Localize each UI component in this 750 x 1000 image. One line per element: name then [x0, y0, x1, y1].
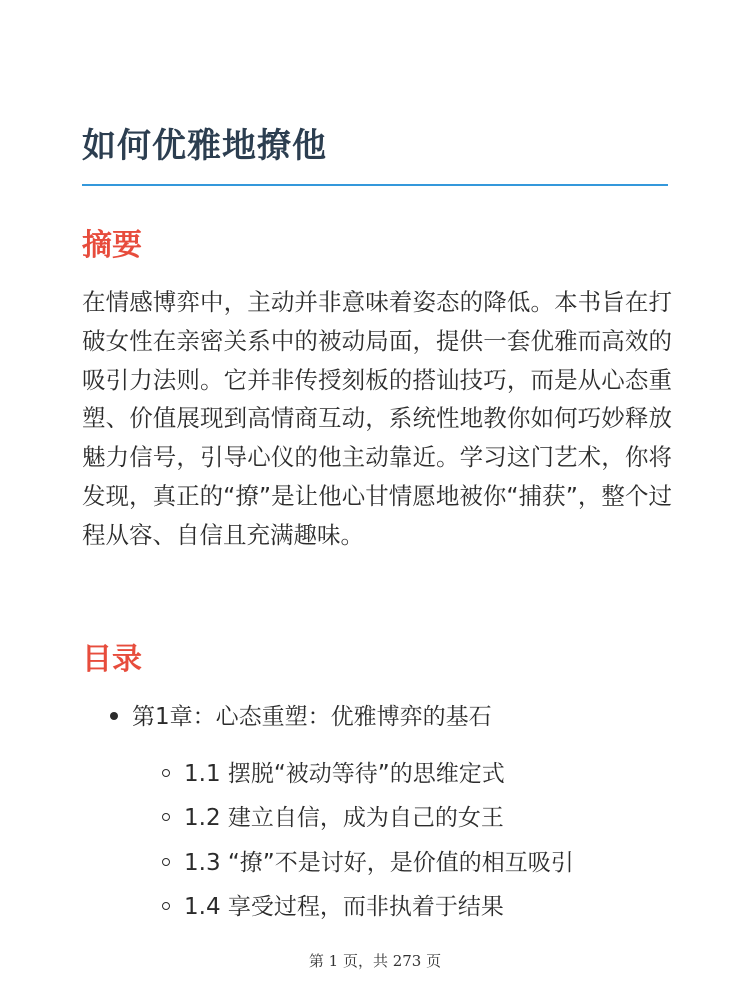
- bullet-circle-icon: [162, 769, 170, 777]
- toc-chapter-item[interactable]: [110, 700, 492, 734]
- toc-section-label: 1.3 “撩”不是讨好，是价值的相互吸引: [184, 850, 574, 876]
- toc-section-label: 1.1 摆脱“被动等待”的思维定式: [184, 761, 505, 787]
- toc-section-item[interactable]: [162, 846, 574, 880]
- toc-section-label: 1.2 建立自信，成为自己的女王: [184, 805, 504, 831]
- title-divider: [82, 184, 668, 186]
- abstract-paragraph: 在情感博弈中，主动并非意味着姿态的降低。本书旨在打破女性在亲密关系中的被动局面，提供一套优雅而高效的吸引力法则。它并非传授刻板的搭讪技巧，而是从心态重塑、价值展现到高情商互动，系统性地教你如何巧妙释放魅力信号，引导心仪的他主动靠近。学习这门艺术，你将发现，真正的“撩”是让他心甘情愿地被你“捕获”，整个过程从容、自信且充满趣味。: [82, 288, 672, 549]
- bullet-circle-icon: [162, 858, 170, 866]
- toc-section-item[interactable]: [162, 890, 504, 924]
- abstract-heading: 摘要: [82, 228, 142, 263]
- bullet-circle-icon: [162, 902, 170, 910]
- toc-section-label: 1.4 享受过程，而非执着于结果: [184, 894, 504, 920]
- page-number-footer: 第 1 页，共 273 页: [308, 952, 442, 970]
- toc-section-item[interactable]: [162, 801, 504, 835]
- toc-section-item[interactable]: [162, 757, 505, 791]
- bullet-disc-icon: [110, 712, 118, 720]
- toc-heading: 目录: [82, 642, 142, 677]
- bullet-circle-icon: [162, 813, 170, 821]
- toc-chapter-label: 第1章：心态重塑：优雅博弈的基石: [132, 704, 492, 730]
- book-title: 如何优雅地撩他: [82, 126, 327, 166]
